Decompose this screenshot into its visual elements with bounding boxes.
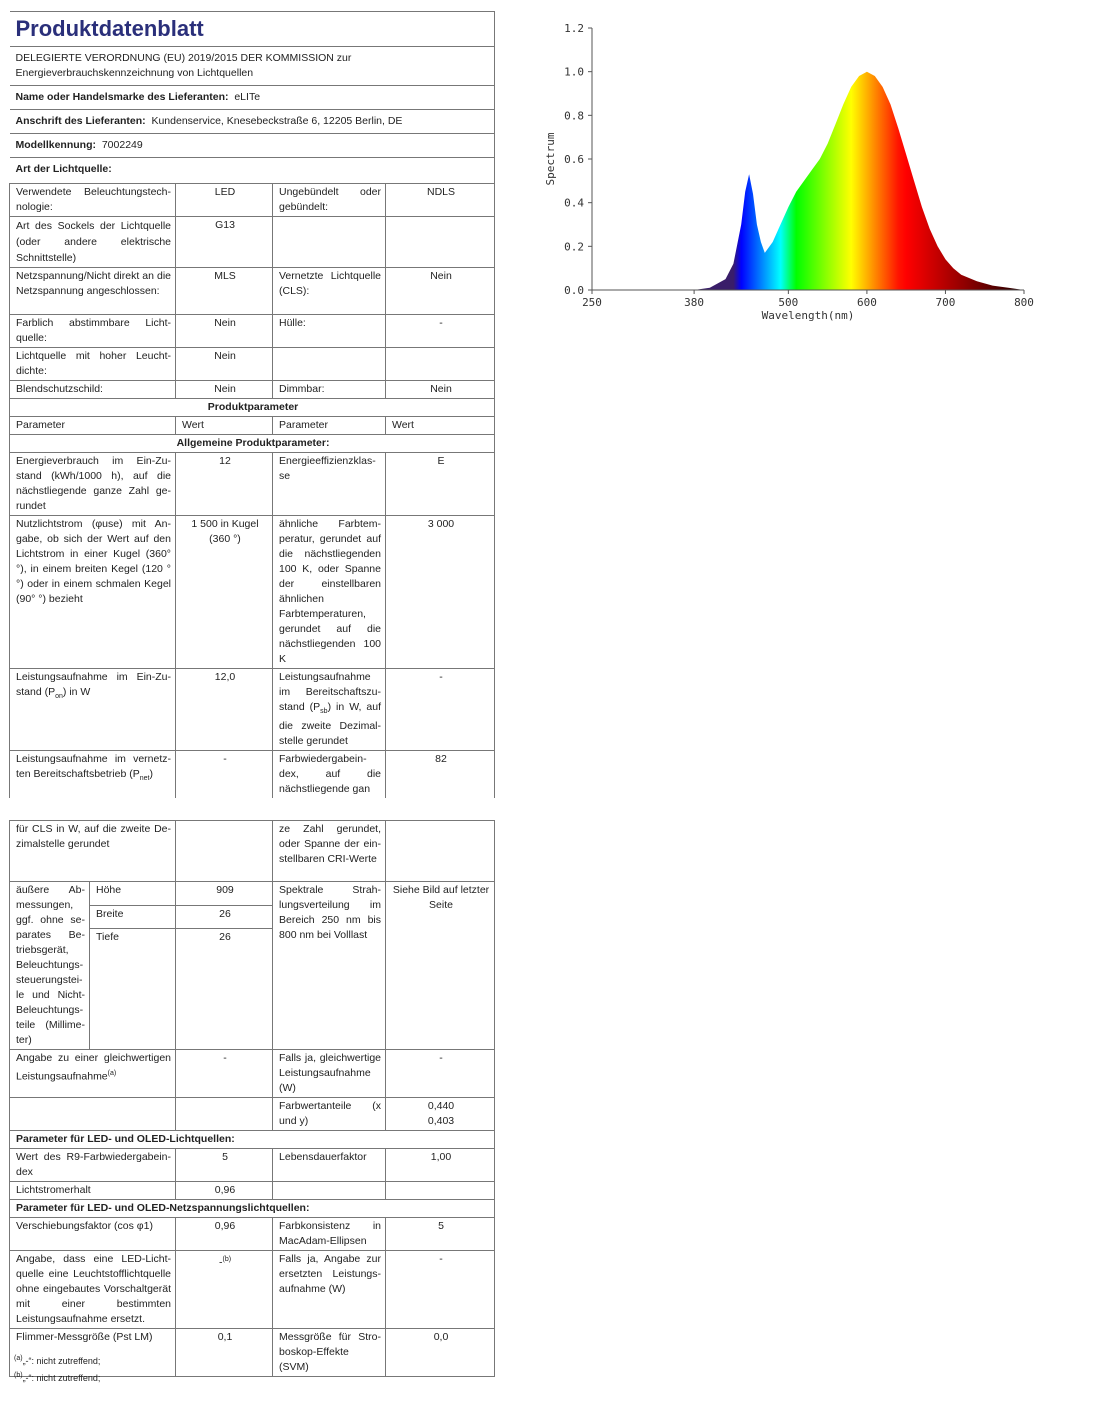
product-params-heading: Produktparameter <box>10 399 495 417</box>
flicker-value: 0,1 <box>176 1329 273 1377</box>
table-row <box>10 268 495 315</box>
cls-value: Nein <box>386 268 495 315</box>
pnet-value: - <box>176 751 273 799</box>
pnet-label: Leistungsaufnahme im vernetzten Bereitschaftsbetrieb $(P_{net})$ <box>10 751 176 799</box>
flux-label: Nutzlichtstrom (φuse) mit Angabe, ob sich der Wert auf den Lichtstrom in einer Kugel (360° °), in einem breiten Kegel (120 °°) oder in einem schmalen Kegel (90° °) bezieht <box>10 516 176 669</box>
bundled-value: NDLS <box>386 184 495 217</box>
table-row <box>10 882 495 906</box>
macadam-label: Farbkonsistenz in MacAdam-Ellipsen <box>273 1218 386 1251</box>
y-tick-label: 1.2 <box>564 22 584 35</box>
spd-value: Siehe Bild auf letzter Seite <box>386 882 495 1050</box>
tech-value: LED <box>176 184 273 217</box>
table-row <box>10 1251 495 1329</box>
bundled-label: Ungebündelt oder gebündelt: <box>273 184 386 217</box>
color-tunable-value: Nein <box>176 315 273 348</box>
mains-params-heading: Parameter für LED- und OLED-Netzspannungslichtquellen: <box>10 1200 495 1218</box>
supplier-name-label: Name oder Handelsmarke des Lieferanten: <box>15 91 229 103</box>
spd-label: Spektrale Strahlungsverteilung im Bereich 250 nm bis 800 nm bei Volllast <box>273 882 386 1050</box>
model-label: Modellkennung: <box>15 139 96 151</box>
spectrum-area <box>694 72 1024 290</box>
table-row <box>10 1149 495 1182</box>
chromaticity-value <box>386 1098 495 1131</box>
y-tick-label: 0.0 <box>564 284 584 297</box>
y-tick-label: 0.8 <box>564 109 584 123</box>
r9-label: Wert des R9-Farbwiedergabeindex <box>10 1149 176 1182</box>
lifetime-label: Lebensdauerfaktor <box>273 1149 386 1182</box>
regulation-text: DELEGIERTE VERORDNUNG (EU) 2019/2015 DER KOMMISSION zur Energieverbrauchskennzeichnung von Lichtquellen <box>10 47 495 86</box>
shell-value: - <box>386 315 495 348</box>
svm-label: Messgröße für Stroboskop-Effekte (SVM) <box>273 1329 386 1377</box>
table-row <box>10 1050 495 1098</box>
supplier-address-value: Kundenservice, Knesebeckstraße 6, 12205 Berlin, DE <box>151 115 403 127</box>
chromaticity-label: Farbwertanteile (x und y) <box>273 1098 386 1131</box>
glare-value: Nein <box>176 381 273 399</box>
table-row <box>10 1098 495 1131</box>
x-tick-label: 800 <box>1014 296 1034 309</box>
table-row <box>10 1218 495 1251</box>
energy-value: 12 <box>176 453 273 516</box>
x-tick-label: 250 <box>582 296 602 309</box>
supplier-address-label: Anschrift des Lieferanten: <box>15 115 146 127</box>
shell-label: Hülle: <box>273 315 386 348</box>
y-tick-label: 0.2 <box>564 240 584 254</box>
cri-value: 82 <box>386 751 495 799</box>
col-param-2: Parameter <box>273 417 386 435</box>
page-title: Produktdatenblatt <box>15 16 204 41</box>
datasheet-part-1 <box>9 11 494 798</box>
col-value-2: Wert <box>386 417 495 435</box>
psb-label: Leistungsaufnahme im Bereitschaftszustand $(P_{sb})$ in W, auf die zweite Dezimalstelle gerundet <box>273 669 386 751</box>
x-tick-label: 600 <box>856 296 877 309</box>
datasheet-part-2 <box>9 820 494 1377</box>
socket-label: Art des Sockels der Lichtquelle (oder andere elektrische Schnittstelle) <box>10 217 176 268</box>
y-tick-label: 1.0 <box>564 65 584 79</box>
model-value: 7002249 <box>101 139 143 151</box>
y-tick-label: 0.4 <box>564 196 584 210</box>
y-axis-label: Spectrum <box>544 132 557 186</box>
cri-label-cont: ze Zahl gerundet, oder Spanne der einstellbaren CRI-Werte <box>273 821 386 882</box>
table-row <box>10 315 495 348</box>
mains-label: Netzspannung/Nicht direkt an die Netzspannung angeschlossen: <box>10 268 176 315</box>
x-tick-label: 380 <box>684 296 705 309</box>
efficiency-class-value: E <box>386 453 495 516</box>
tech-label: Verwendete Beleuchtungstechnologie: <box>10 184 176 217</box>
r9-value: 5 <box>176 1149 273 1182</box>
spectrum-chart <box>540 15 1040 325</box>
equiv-power-label: Angabe zu einer gleichwertigen Leistungsaufnahme$^{(a)}$ <box>10 1050 176 1098</box>
width-label: Breite <box>90 905 176 929</box>
col-value-1: Wert <box>176 417 273 435</box>
replaced-power-value: - <box>386 1251 495 1329</box>
table-row <box>10 184 495 217</box>
flicker-label: Flimmer-Messgröße (Pst LM) <box>10 1329 176 1377</box>
chromaticity-x: 0,440 <box>427 1100 455 1112</box>
table-row <box>10 348 495 381</box>
footnote-a: $^{(a)}$„-“: nicht zutreffend; <box>14 1355 101 1366</box>
color-tunable-label: Farblich abstimmbare Lichtquelle: <box>10 315 176 348</box>
height-value: 909 <box>176 882 273 906</box>
cos-phi-value: 0,96 <box>176 1218 273 1251</box>
supplier-name-row <box>10 86 495 110</box>
table-row <box>10 669 495 751</box>
efficiency-class-label: Energieeffizienzklasse <box>273 453 386 516</box>
supplier-name-value: eLITe <box>234 91 261 103</box>
dimensions-label: äußere Abmessungen, ggf. ohne separates Betriebsgerät, Beleuchtungssteuerungsteile und Nicht-Beleuchtungsteile (Millimeter) <box>10 882 90 1050</box>
dimmable-value: Nein <box>386 381 495 399</box>
x-tick-label: 700 <box>935 296 956 309</box>
lumen-maintenance-label: Lichtstromerhalt <box>10 1182 176 1200</box>
depth-label: Tiefe <box>90 929 176 1050</box>
lifetime-value: 1,00 <box>386 1149 495 1182</box>
table-row <box>10 516 495 669</box>
energy-label: Energieverbrauch im Ein-Zustand (kWh/1000 h), auf die nächstliegende ganze Zahl gerundet <box>10 453 176 516</box>
fluorescent-replacement-label: Angabe, dass eine LED-Lichtquelle eine Leuchtstofflichtquelle ohne eingebautes Vorschaltgerät mit einer bestimmten Leistungsaufnahme ersetzt. <box>10 1251 176 1329</box>
pon-label: Leistungsaufnahme im Ein-Zustand $(P_{on})$ in W <box>10 669 176 751</box>
model-row <box>10 134 495 158</box>
mains-value: MLS <box>176 268 273 315</box>
footnote-b: $^{(b)}$„-“: nicht zutreffend; <box>14 1372 101 1383</box>
cos-phi-label: Verschiebungsfaktor (cos φ1) <box>10 1218 176 1251</box>
high-luminance-value: Nein <box>176 348 273 381</box>
table-row <box>10 453 495 516</box>
cls-label: Vernetzte Lichtquelle (CLS): <box>273 268 386 315</box>
table-row <box>10 381 495 399</box>
depth-value: 26 <box>176 929 273 1050</box>
psb-value: - <box>386 669 495 751</box>
table-row <box>10 1182 495 1200</box>
flux-value: 1 500 in Kugel (360 °) <box>176 516 273 669</box>
svm-value: 0,0 <box>386 1329 495 1377</box>
x-axis-label: Wavelength(nm) <box>761 309 855 322</box>
table-row <box>10 821 495 882</box>
light-type-heading: Art der Lichtquelle: <box>10 158 495 184</box>
equiv-w-label: Falls ja, gleichwertige Leistungsaufnahme (W) <box>273 1050 386 1098</box>
table-header-row <box>10 417 495 435</box>
dimmable-label: Dimmbar: <box>273 381 386 399</box>
replaced-power-label: Falls ja, Angabe zur ersetzten Leistungsaufnahme (W) <box>273 1251 386 1329</box>
socket-value: G13 <box>176 217 273 268</box>
lumen-maintenance-value: 0,96 <box>176 1182 273 1200</box>
cri-label: Farbwiedergabeindex, auf die nächstliegende gan <box>273 751 386 799</box>
height-label: Höhe <box>90 882 176 906</box>
general-params-heading: Allgemeine Produktparameter: <box>10 435 495 453</box>
pon-value: 12,0 <box>176 669 273 751</box>
fluorescent-replacement-value: -$^{(b)}$ <box>176 1251 273 1329</box>
led-params-heading: Parameter für LED- und OLED-Lichtquellen: <box>10 1131 495 1149</box>
cct-label: ähnliche Farbtemperatur, gerundet auf die nächstliegenden 100 K, oder Spanne der einstellbaren ähnlichen Farbtemperaturen, gerundet auf die nächstliegenden 100 K <box>273 516 386 669</box>
macadam-value: 5 <box>386 1218 495 1251</box>
equiv-w-value: - <box>386 1050 495 1098</box>
table-row <box>10 751 495 799</box>
cct-value: 3 000 <box>386 516 495 669</box>
table-row <box>10 217 495 268</box>
equiv-power-value: - <box>176 1050 273 1098</box>
glare-label: Blendschutzschild: <box>10 381 176 399</box>
supplier-address-row <box>10 110 495 134</box>
high-luminance-label: Lichtquelle mit hoher Leuchtdichte: <box>10 348 176 381</box>
width-value: 26 <box>176 905 273 929</box>
y-tick-label: 0.6 <box>564 153 584 166</box>
x-tick-label: 500 <box>778 296 799 309</box>
col-param-1: Parameter <box>10 417 176 435</box>
chromaticity-y: 0,403 <box>427 1115 455 1127</box>
pnet-label-cont: für CLS in W, auf die zweite Dezimalstelle gerundet <box>10 821 176 882</box>
